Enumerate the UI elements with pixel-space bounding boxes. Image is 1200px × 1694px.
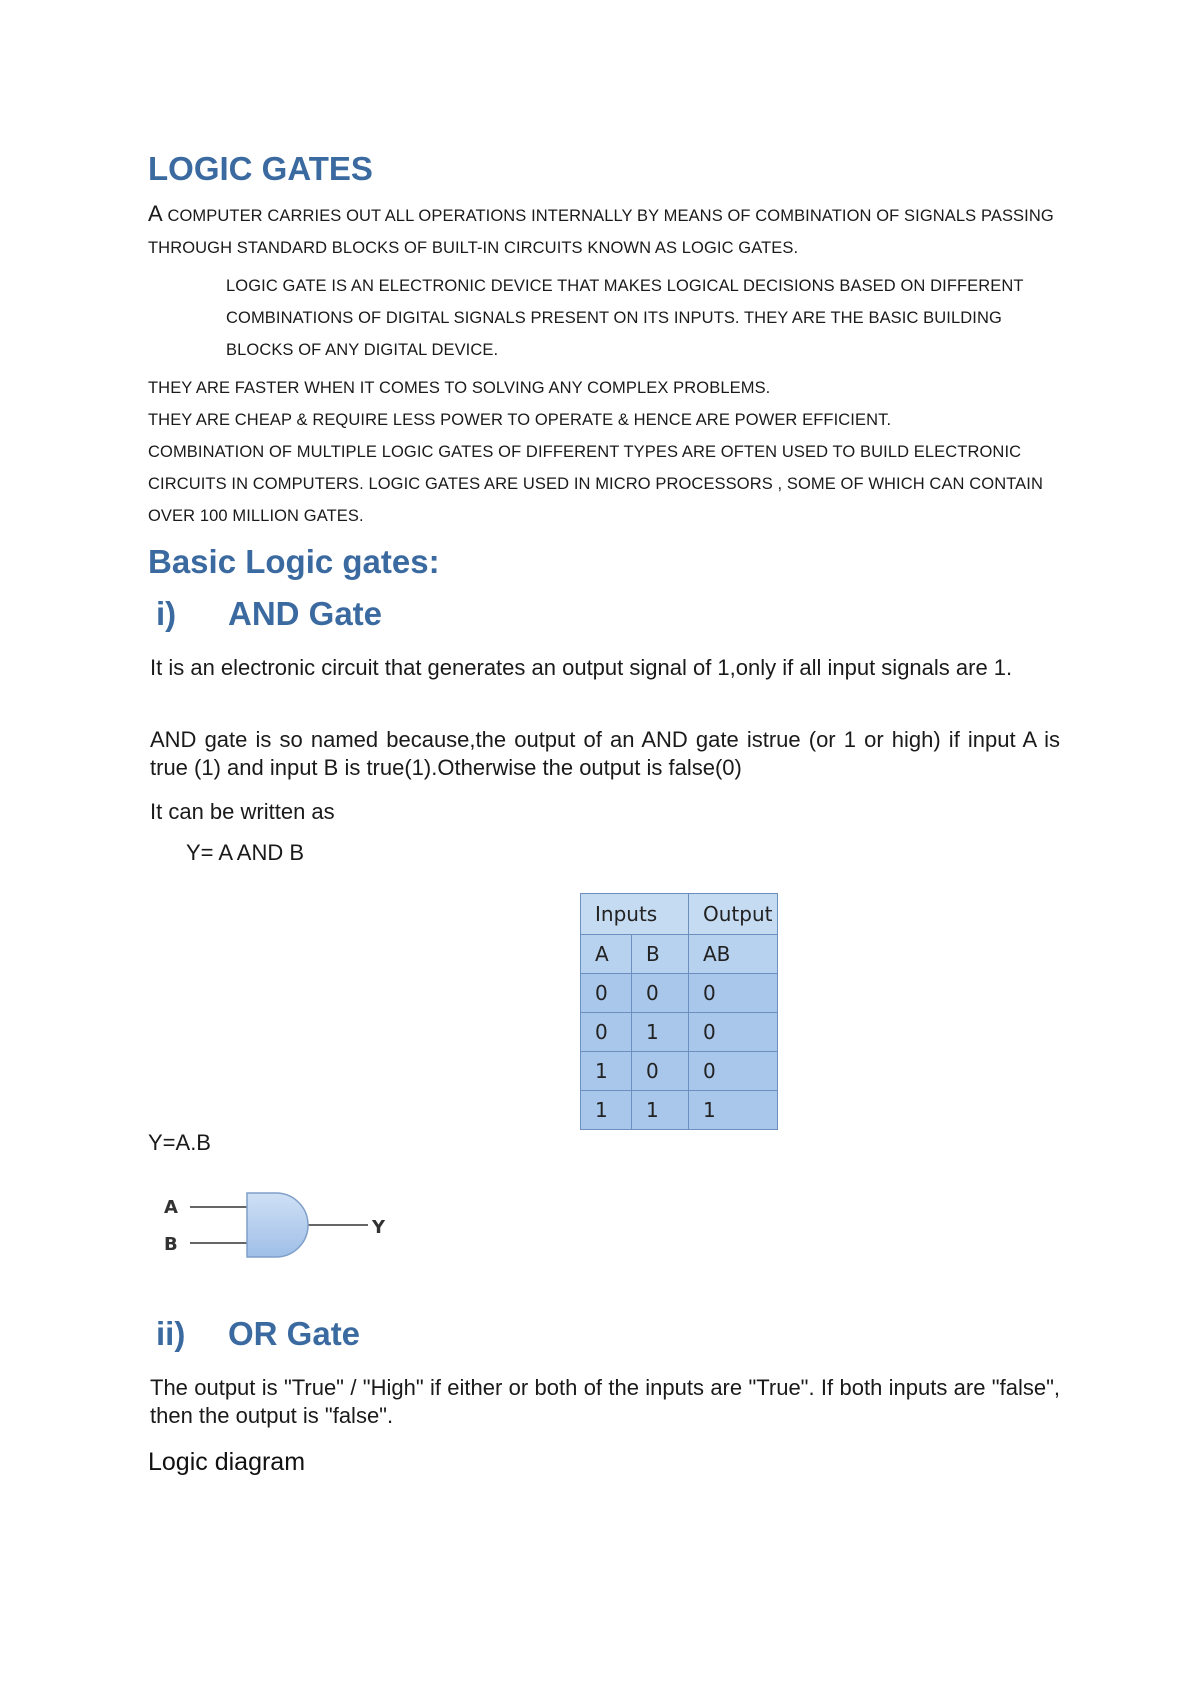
and-gate-diagram	[150, 1185, 400, 1275]
and-formula-words: Y= A AND B	[186, 840, 305, 865]
truth-table-col-out: AB	[689, 935, 778, 974]
intro-text-3: THEY ARE FASTER WHEN IT COMES TO SOLVING ANY COMPLEX PROBLEMS.	[148, 379, 771, 397]
intro-paragraph-3	[148, 372, 1068, 532]
or-gate-title: OR Gate	[228, 1315, 361, 1352]
table-cell: 0	[689, 1013, 778, 1052]
intro-text-2: LOGIC GATE IS AN ELECTRONIC DEVICE THAT MAKES LOGICAL DECISIONS BASED ON DIFFERENT COMBINATIONS OF DIGITAL SIGNALS PRESENT ON ITS INPUTS. THEY ARE THE BASIC BUILDING BLOCKS OF ANY DIGITAL DEVICE.	[226, 277, 1024, 359]
intro-text-4: THEY ARE CHEAP & REQUIRE LESS POWER TO OPERATE & HENCE ARE POWER EFFICIENT.	[148, 411, 892, 429]
table-cell: 0	[581, 1013, 632, 1052]
table-cell: 0	[689, 1052, 778, 1091]
section-title: Basic Logic gates:	[148, 543, 440, 580]
and-gate-title: AND Gate	[228, 595, 383, 632]
and-formula-symbolic: Y=A.B	[148, 1130, 211, 1155]
intro-paragraph-1	[148, 198, 1068, 264]
truth-table-col-a: A	[581, 935, 632, 974]
table-row	[581, 1052, 778, 1091]
and-gate-number: i)	[156, 595, 177, 632]
and-gate-symbol	[247, 1193, 308, 1257]
table-cell: 1	[581, 1091, 632, 1130]
or-gate-desc: The output is "True" / "High" if either or both of the inputs are "True". If both inputs are "false", then the output is "false".	[150, 1375, 1060, 1428]
table-cell: 1	[689, 1091, 778, 1130]
intro-paragraph-2	[148, 270, 1068, 366]
drop-letter: A	[148, 201, 163, 226]
truth-table-subheader-row	[581, 935, 778, 974]
table-row	[581, 1091, 778, 1130]
table-cell: 0	[632, 1052, 689, 1091]
table-cell: 0	[689, 974, 778, 1013]
and-truth-table	[580, 893, 778, 1130]
truth-table-col-b: B	[632, 935, 689, 974]
or-gate-heading	[156, 1315, 360, 1353]
gate-label-a: A	[164, 1197, 178, 1218]
table-cell: 1	[632, 1091, 689, 1130]
and-gate-desc-3: It can be written as	[150, 799, 335, 824]
table-cell: 0	[632, 974, 689, 1013]
table-row	[581, 974, 778, 1013]
table-cell: 1	[581, 1052, 632, 1091]
or-gate-number: ii)	[156, 1315, 186, 1352]
table-row	[581, 1013, 778, 1052]
truth-table-header-row	[581, 894, 778, 935]
table-cell: 1	[632, 1013, 689, 1052]
table-cell: 0	[581, 974, 632, 1013]
truth-table-output-header: Output	[689, 894, 778, 935]
and-gate-heading	[156, 595, 382, 633]
truth-table-inputs-header: Inputs	[581, 894, 689, 935]
and-gate-desc-1: It is an electronic circuit that generates an output signal of 1,only if all input signals are 1.	[150, 655, 1013, 680]
intro-text-5: COMBINATION OF MULTIPLE LOGIC GATES OF DIFFERENT TYPES ARE OFTEN USED TO BUILD ELECTRONIC CIRCUITS IN COMPUTERS. LOGIC GATES ARE USED IN MICRO PROCESSORS , SOME OF WHICH CAN CONTAIN OVER 100 MILLION GATES.	[148, 443, 1043, 525]
logic-diagram-heading: Logic diagram	[148, 1448, 306, 1476]
gate-label-y: Y	[372, 1217, 386, 1238]
and-gate-desc-2: AND gate is so named because,the output of an AND gate istrue (or 1 or high) if input A is true (1) and input B is true(1).Otherwise the output is false(0)	[150, 727, 1060, 780]
page-title: LOGIC GATES	[148, 150, 373, 187]
gate-label-b: B	[164, 1234, 178, 1255]
intro-text-1: COMPUTER CARRIES OUT ALL OPERATIONS INTERNALLY BY MEANS OF COMBINATION OF SIGNALS PASSING THROUGH STANDARD BLOCKS OF BUILT-IN CIRCUITS KNOWN AS LOGIC GATES.	[148, 207, 1054, 257]
